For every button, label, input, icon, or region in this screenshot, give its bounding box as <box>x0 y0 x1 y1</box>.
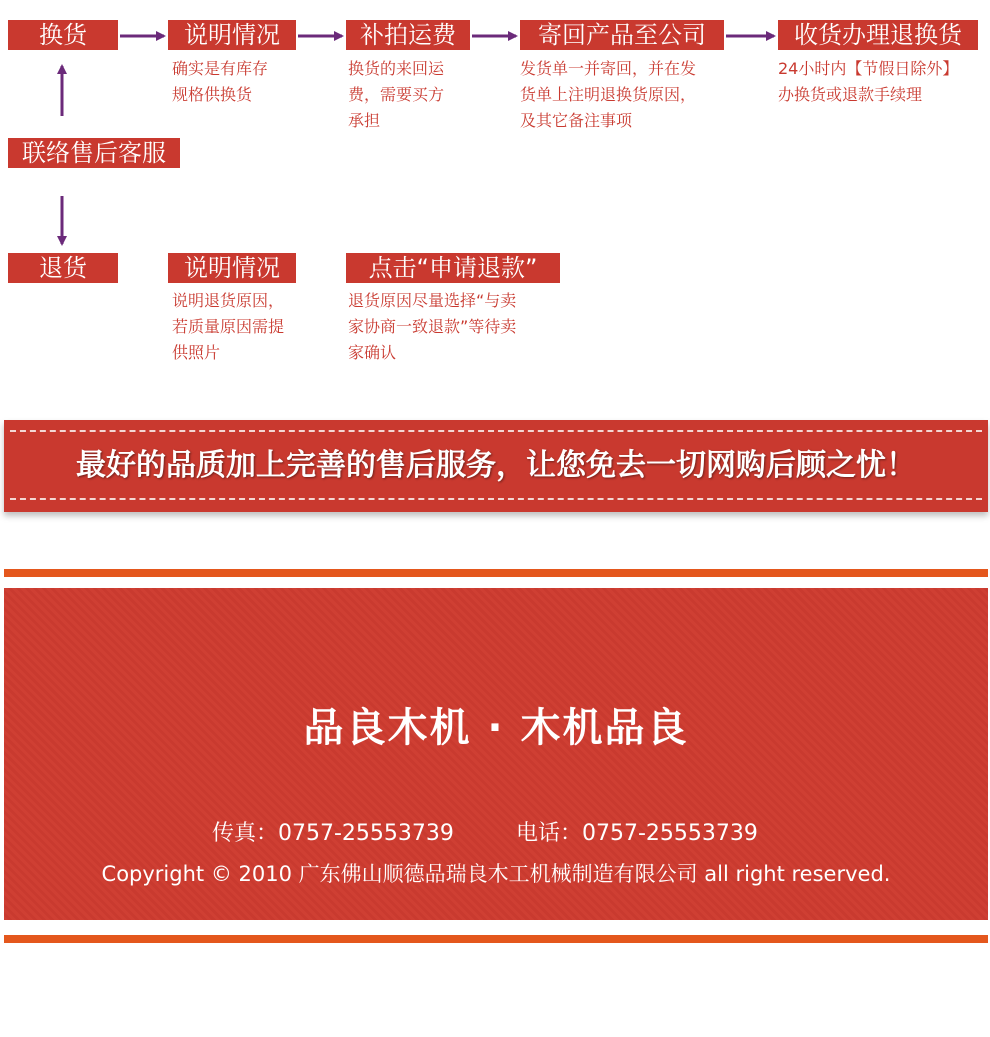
exchange-step-explain-desc: 确实是有库存 规格供换货 <box>172 59 269 104</box>
banner-top-stitch <box>10 430 982 432</box>
exchange-step-send-back-desc: 发货单一并寄回，并在发 货单上注明退换货原因， 及其它备注事项 <box>520 59 697 130</box>
footer-fax: 传真：0757-25553739 <box>212 821 454 846</box>
footer-tel: 电话：0757-25553739 <box>516 821 758 846</box>
exchange-step-process-desc: 24小时内【节假日除外】 办换货或退款手续理 <box>778 59 959 104</box>
flow-arrows <box>0 0 990 260</box>
exchange-step-process-box: 收货办理退换货 <box>778 20 978 50</box>
contact-service-box: 联络售后客服 <box>8 138 180 168</box>
footer-copyright: Copyright © 2010 广东佛山顺德品瑞良木工机械制造有限公司 all right reserved. <box>101 862 891 886</box>
exchange-start-box: 换货 <box>8 20 118 50</box>
slogan-banner <box>4 420 988 512</box>
exchange-step-shipping-box: 补拍运费 <box>346 20 470 50</box>
exchange-step-explain-box: 说明情况 <box>168 20 296 50</box>
banner-slogan: 最好的品质加上完善的售后服务，让您免去一切网购后顾之忧！ <box>76 448 916 483</box>
banner-bottom-stitch <box>10 498 982 500</box>
footer-bottom-divider <box>4 935 988 943</box>
footer-top-divider <box>4 569 988 577</box>
exchange-step-send-back-box: 寄回产品至公司 <box>520 20 724 50</box>
exchange-step-shipping-desc: 换货的来回运 费，需要买方 承担 <box>348 59 445 130</box>
footer-brand: 品良木机 · 木机品良 <box>303 705 689 751</box>
footer-panel <box>4 588 988 920</box>
return-step-explain-desc: 说明退货原因， 若质量原因需提 供照片 <box>172 291 285 362</box>
return-start-box: 退货 <box>8 253 118 283</box>
return-step-refund-desc: 退货原因尽量选择“与卖 家协商一致退款”等待卖 家确认 <box>348 291 517 362</box>
return-step-explain-box: 说明情况 <box>168 253 296 283</box>
return-step-refund-box: 点击“申请退款” <box>346 253 560 283</box>
